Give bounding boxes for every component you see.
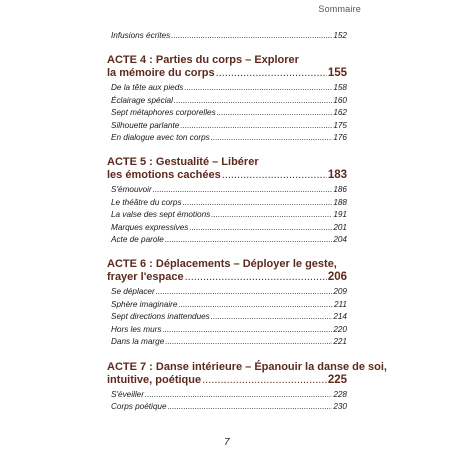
toc-entry[interactable]	[107, 234, 347, 246]
toc-entry-title: Corps poétique	[111, 401, 167, 411]
toc-entry-title: Infusions écrites	[111, 31, 171, 40]
dot-leader	[174, 95, 332, 107]
dot-leader	[171, 30, 332, 42]
dot-leader	[168, 401, 333, 413]
toc-entry-page: 230	[333, 401, 347, 411]
toc-entry-page: 158	[333, 83, 347, 93]
dot-leader	[153, 184, 333, 196]
act-heading-title: ACTE 6 : Déplacements – Déployer le geste,	[107, 258, 337, 271]
dot-leader	[211, 132, 333, 144]
act-heading[interactable]	[107, 54, 347, 80]
dot-leader	[202, 374, 327, 387]
toc-entry[interactable]	[107, 336, 347, 348]
toc-entry-page: 175	[333, 120, 347, 130]
dot-leader	[156, 286, 333, 298]
running-head: Sommaire	[318, 4, 361, 14]
table-of-contents	[107, 30, 387, 413]
toc-entry-title: Sept métaphores corporelles	[111, 108, 216, 118]
act-heading-subtitle: la mémoire du corps	[107, 67, 215, 80]
toc-entry-page: 214	[333, 312, 347, 322]
act-heading[interactable]	[107, 156, 347, 182]
toc-entry-title: Silhouette parlante	[111, 120, 180, 130]
dot-leader	[178, 299, 332, 311]
toc-entry-page: 221	[333, 337, 347, 347]
toc-entry[interactable]	[107, 222, 347, 234]
toc-entry-page: 211	[333, 299, 347, 309]
dot-leader	[145, 389, 332, 401]
act-heading-page: 155	[327, 67, 347, 80]
act-heading-subtitle: les émotions cachées	[107, 169, 221, 182]
toc-entry-title: La valse des sept émotions	[111, 210, 211, 220]
toc-entry[interactable]	[107, 95, 347, 107]
toc-entry-page: 152	[333, 31, 347, 40]
dot-leader	[222, 169, 327, 182]
toc-entry-page: 160	[333, 95, 347, 105]
toc-entry-title: Acte de parole	[111, 235, 164, 245]
dot-leader	[211, 209, 332, 221]
act-heading-page: 206	[327, 271, 347, 284]
toc-entry-page: 162	[333, 108, 347, 118]
toc-entry-title: Sphère imaginaire	[111, 299, 178, 309]
toc-entry[interactable]	[107, 299, 347, 311]
toc-entry-title: De la tête aux pieds	[111, 83, 184, 93]
toc-entry[interactable]	[107, 30, 347, 42]
act-heading[interactable]	[107, 258, 347, 284]
toc-entry[interactable]	[107, 107, 347, 119]
toc-entry-page: 204	[333, 235, 347, 245]
act-heading-subtitle: intuitive, poétique	[107, 373, 202, 386]
dot-leader	[163, 324, 333, 336]
toc-entry-title: Hors les murs	[111, 324, 162, 334]
toc-entry-title: Se déplacer	[111, 287, 155, 297]
toc-entry-page: 228	[333, 389, 347, 399]
act-heading-page: 183	[327, 169, 347, 182]
toc-entry-page: 201	[333, 222, 347, 232]
toc-entry-page: 191	[333, 210, 347, 220]
dot-leader	[165, 336, 332, 348]
dot-leader	[211, 311, 333, 323]
toc-entry-page: 186	[333, 185, 347, 195]
dot-leader	[184, 82, 332, 94]
toc-entry-title: Dans la marge	[111, 337, 165, 347]
dot-leader	[183, 197, 333, 209]
toc-entry-title: S'éveiller	[111, 389, 144, 399]
dot-leader	[189, 222, 332, 234]
toc-entry-title: Éclairage spécial	[111, 95, 173, 105]
act-heading-title: ACTE 5 : Gestualité – Libérer	[107, 156, 259, 169]
act-heading-title: ACTE 7 : Danse intérieure – Épanouir la danse de soi,	[107, 360, 387, 373]
dot-leader	[216, 67, 327, 80]
toc-entry[interactable]	[107, 184, 347, 196]
toc-entry-page: 209	[333, 287, 347, 297]
toc-entry-page: 220	[333, 324, 347, 334]
toc-entry[interactable]	[107, 286, 347, 298]
toc-entry[interactable]	[107, 389, 347, 401]
toc-entry-title: Sept directions inattendues	[111, 312, 210, 322]
toc-entry[interactable]	[107, 197, 347, 209]
toc-entry[interactable]	[107, 311, 347, 323]
toc-entry[interactable]	[107, 132, 347, 144]
toc-entry-title: Marques expressives	[111, 222, 189, 232]
toc-entry[interactable]	[107, 82, 347, 94]
toc-entry[interactable]	[107, 120, 347, 132]
page-number: 7	[224, 437, 230, 448]
toc-entry[interactable]	[107, 401, 347, 413]
act-heading-title: ACTE 4 : Parties du corps – Explorer	[107, 54, 299, 67]
toc-entry-page: 188	[333, 197, 347, 207]
act-heading-subtitle: frayer l'espace	[107, 271, 184, 284]
toc-entry-title: Le théâtre du corps	[111, 197, 182, 207]
toc-entry-title: S'émouvoir	[111, 185, 152, 195]
dot-leader	[180, 120, 332, 132]
dot-leader	[185, 271, 327, 284]
act-heading-page: 225	[327, 373, 347, 386]
dot-leader	[217, 107, 333, 119]
act-heading[interactable]	[107, 360, 387, 387]
toc-entry-page: 176	[333, 133, 347, 143]
toc-entry[interactable]	[107, 324, 347, 336]
toc-entry-title: En dialogue avec ton corps	[111, 133, 210, 143]
toc-entry[interactable]	[107, 209, 347, 221]
dot-leader	[165, 234, 333, 246]
